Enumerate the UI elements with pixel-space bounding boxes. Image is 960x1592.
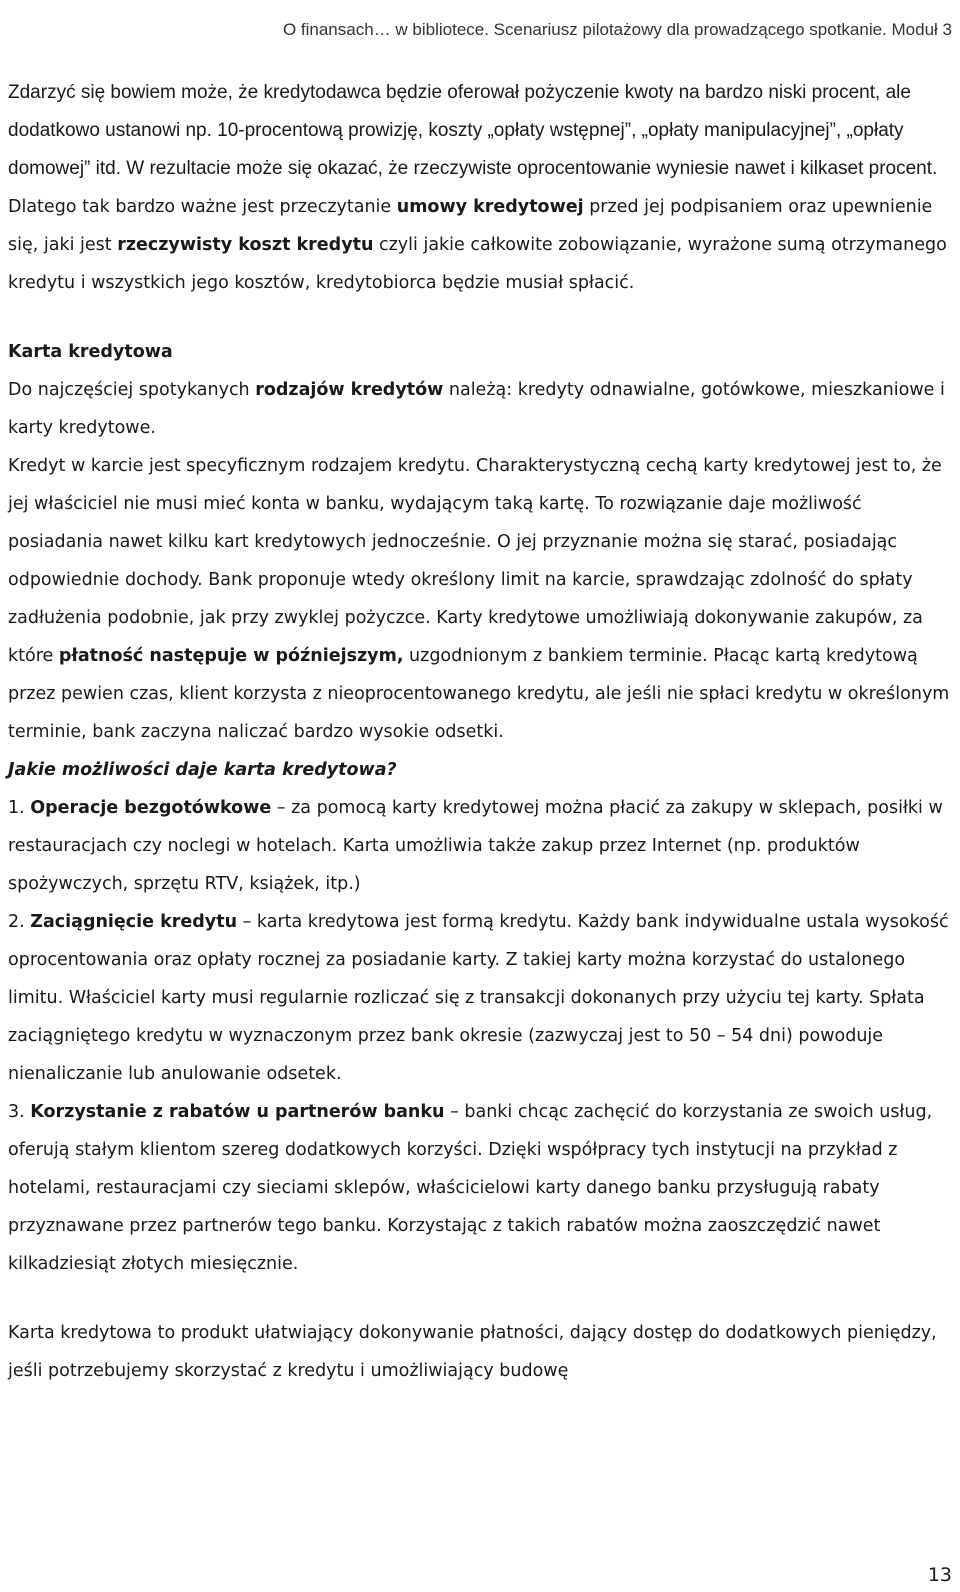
bold-credit-agreement: umowy kredytowej: [396, 197, 584, 217]
document-body: [8, 74, 956, 1390]
question-heading: Jakie możliwości daje karta kredytowa?: [8, 760, 397, 780]
bold-real-credit-cost: rzeczywisty koszt kredytu: [117, 235, 374, 255]
paragraph-credit-types: Do najczęściej spotykanych rodzajów kredytów należą: kredyty odnawialne, gotówkowe, mieszkaniowe i karty kredytowe.: [8, 380, 945, 438]
list-item-2: 2. Zaciągnięcie kredytu – karta kredytowa jest formą kredytu. Każdy bank indywidualne ustala wysokość oprocentowania oraz opłaty rocznej za posiadanie karty. Z takiej karty można korzystać do ustalonego limitu. Właściciel karty musi regularnie rozliczać się z transakcji dokonanych przy użyciu tej karty. Spłata zaciągniętego kredytu w wyznaczonym przez bank okresie (zazwyczaj jest to 50 – 54 dni) powoduje nienaliczanie lub anulowanie odsetek.: [8, 912, 949, 1084]
paragraph-card-credit: Kredyt w karcie jest specyficznym rodzajem kredytu. Charakterystyczną cechą karty kredytowej jest to, że jej właściciel nie musi mieć konta w banku, wydającym taką kartę. To rozwiązanie daje możliwość posiadania nawet kilku kart kredytowych jednocześnie. O jej przyznanie można się starać, posiadając odpowiednie dochody. Bank proponuje wtedy określony limit na karcie, sprawdzając zdolność do spłaty zadłużenia podobnie, jak przy zwyklej pożyczce. Karty kredytowe umożliwiają dokonywanie zakupów, za które płatność następuje w późniejszym, uzgodnionym z bankiem terminie. Płacąc kartą kredytową przez pewien czas, klient korzysta z nieoprocentowanego kredytu, ale jeśli nie spłaci kredytu w określonym terminie, bank zaczyna naliczać bardzo wysokie odsetki.: [8, 456, 950, 742]
list-item-1: 1. Operacje bezgotówkowe – za pomocą karty kredytowej można płacić za zakupy w sklepach, posiłki w restauracjach czy noclegi w hotelach. Karta umożliwia także zakup przez Internet (np. produktów spożywczych, sprzętu RTV, książek, itp.): [8, 798, 943, 894]
bold-deferred-payment: płatność następuje w późniejszym,: [58, 646, 404, 666]
bold-credit-types: rodzajów kredytów: [255, 380, 444, 400]
paragraph-loan-costs-intro: Zdarzyć się bowiem może, że kredytodawca będzie oferował pożyczenie kwoty na bardzo niski procent, ale dodatkowo ustanowi np. 10-procentową prowizję, koszty „opłaty wstępnej”, „opłaty manipulacyjnej”, „opłaty domowej” itd. W rezultacie może się okazać, że rzeczywiste oprocentowanie wyniesie nawet i kilkaset procent.: [8, 82, 938, 179]
list-item-3: 3. Korzystanie z rabatów u partnerów banku – banki chcąc zachęcić do korzystania ze swoich usług, oferują stałym klientom szereg dodatkowych korzyści. Dzięki współpracy tych instytucji na przykład z hotelami, restauracjami czy sieciami sklepów, właścicielowi karty danego banku przysługują rabaty przyznawane przez partnerów tego banku. Korzystając z takich rabatów można zaoszczędzić nawet kilkadziesiąt złotych miesięcznie.: [8, 1102, 933, 1274]
paragraph-summary: Karta kredytowa to produkt ułatwiający dokonywanie płatności, dający dostęp do dodatkowych pieniędzy, jeśli potrzebujemy skorzystać z kredytu i umożliwiający budowę: [8, 1323, 937, 1381]
page-number: 13: [927, 1564, 952, 1586]
paragraph-loan-costs: Zdarzyć się bowiem może, że kredytodawca będzie oferował pożyczenie kwoty na bardzo niski procent, ale dodatkowo ustanowi np. 10-procentową prowizję, koszty „opłaty wstępnej”, „opłaty manipulacyjnej”, „opłaty domowej” itd. W rezultacie może się okazać, że rzeczywiste oprocentowanie wyniesie nawet i kilkaset procent. Dlatego tak bardzo ważne jest przeczytanie umowy kredytowej przed jej podpisaniem oraz upewnienie się, jaki jest rzeczywisty koszt kredytu czyli jakie całkowite zobowiązanie, wyrażone sumą otrzymanego kredytu i wszystkich jego kosztów, kredytobiorca będzie musiał spłacić.: [8, 82, 947, 293]
spacer: [8, 302, 956, 333]
running-header: O finansach… w bibliotece. Scenariusz pilotażowy dla prowadzącego spotkanie. Moduł 3: [282, 20, 952, 39]
spacer: [8, 1283, 956, 1314]
section-title: Karta kredytowa: [8, 342, 173, 362]
